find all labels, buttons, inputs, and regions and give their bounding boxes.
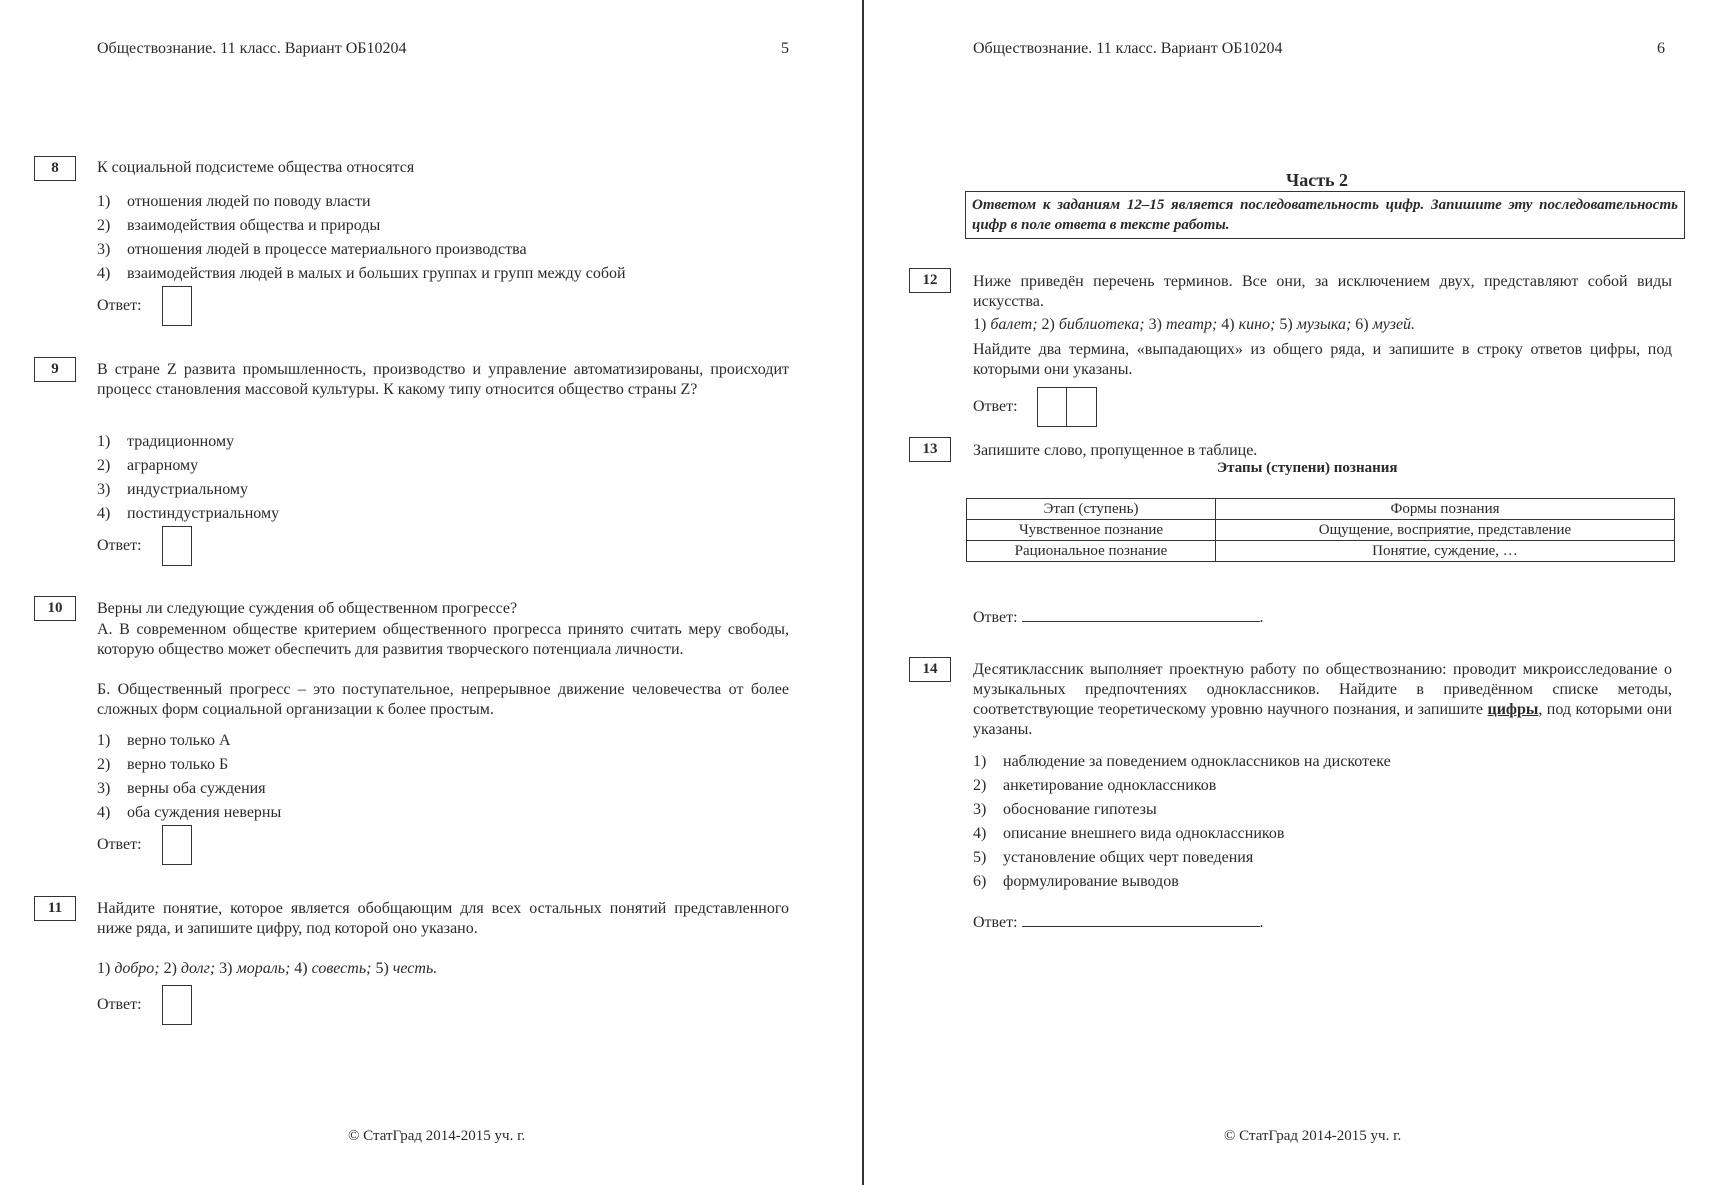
q8-option-2: 2) взаимодействия общества и природы xyxy=(97,217,381,234)
part-instruction: Ответом к заданиям 12–15 является последовательность цифр. Запишите эту последовательность цифр в поле ответа в тексте работы. xyxy=(965,191,1685,239)
q14-option-3: 3) обоснование гипотезы xyxy=(973,801,1157,818)
table-title: Этапы (ступени) познания xyxy=(1217,460,1398,476)
question-number-10: 10 xyxy=(34,596,76,621)
question-number-9: 9 xyxy=(34,357,76,382)
question-12-task: Найдите два термина, «выпадающих» из общего ряда, и запишите в строку ответов цифры, под которыми они указаны. xyxy=(973,341,1672,378)
question-9-text: В стране Z развита промышленность, производство и управление автоматизированы, происходит процесс становления массовой культуры. К какому типу относится общество страны Z? xyxy=(97,361,789,398)
q14-option-4: 4) описание внешнего вида одноклассников xyxy=(973,825,1285,842)
table-row xyxy=(967,520,1675,541)
question-number-14: 14 xyxy=(909,657,951,682)
q8-option-4: 4) взаимодействия людей в малых и больших группах и групп между собой xyxy=(97,265,626,282)
q9-answer-box[interactable] xyxy=(162,526,192,566)
question-14-text: Десятиклассник выполняет проектную работу по обществознанию: проводит микроисследование о музыкальных предпочтениях одноклассников. Найдите в приведённом списке методы, соответствующие теоретическому уровню научного познания, и запишите цифры, под которыми они указаны. xyxy=(973,661,1672,738)
question-number-12: 12 xyxy=(909,268,951,293)
q10-answer-label: Ответ: xyxy=(97,836,142,853)
question-number-8: 8 xyxy=(34,156,76,181)
q14-option-1: 1) наблюдение за поведением одноклассников на дискотеке xyxy=(973,753,1391,770)
q14-option-2: 2) анкетирование одноклассников xyxy=(973,777,1217,794)
table-cell: Рациональное познание xyxy=(967,541,1216,562)
table-cell: Ощущение, восприятие, представление xyxy=(1216,520,1675,541)
q10-option-2: 2) верно только Б xyxy=(97,756,229,773)
q12-items: 1) балет; 2) библиотека; 3) театр; 4) кино; 5) музыка; 6) музей. xyxy=(973,316,1416,333)
q10-statement-b: Б. Общественный прогресс – это поступательное, непрерывное движение человечества от более сложных форм социальной организации к более простым. xyxy=(97,681,789,718)
q10-option-4: 4) оба суждения неверны xyxy=(97,804,282,821)
page-divider xyxy=(862,0,864,1185)
left-page-number: 5 xyxy=(781,40,789,57)
question-11-text: Найдите понятие, которое является обобщающим для всех остальных понятий представленного ниже ряда, и запишите цифру, под которой оно указано. xyxy=(97,900,789,937)
left-footer: © СтатГрад 2014-2015 уч. г. xyxy=(348,1128,526,1144)
q11-items: 1) добро; 2) долг; 3) мораль; 4) совесть; 5) честь. xyxy=(97,960,438,977)
question-10-text: Верны ли следующие суждения об общественном прогрессе? xyxy=(97,600,518,617)
q8-option-3: 3) отношения людей в процессе материального производства xyxy=(97,241,527,258)
table-row xyxy=(967,541,1675,562)
q12-answer-box[interactable] xyxy=(1037,387,1097,427)
left-header: Обществознание. 11 класс. Вариант ОБ10204 xyxy=(97,40,407,57)
q11-answer-box[interactable] xyxy=(162,985,192,1025)
right-header: Обществознание. 11 класс. Вариант ОБ10204 xyxy=(973,40,1283,57)
q11-answer-label: Ответ: xyxy=(97,996,142,1013)
question-number-11: 11 xyxy=(34,896,76,921)
q10-answer-box[interactable] xyxy=(162,825,192,865)
q14-option-6: 6) формулирование выводов xyxy=(973,873,1179,890)
q9-option-3: 3) индустриальному xyxy=(97,481,249,498)
table-cell: Чувственное познание xyxy=(967,520,1216,541)
q14-option-5: 5) установление общих черт поведения xyxy=(973,849,1254,866)
q13-answer-label: Ответ: xyxy=(973,609,1018,626)
q8-answer-box[interactable] xyxy=(162,286,192,326)
question-13-text: Запишите слово, пропущенное в таблице. xyxy=(973,442,1258,459)
q14-answer-row: Ответ: . xyxy=(973,914,1264,931)
table-header-row xyxy=(967,499,1675,520)
q14-answer-label: Ответ: xyxy=(973,914,1018,931)
q8-option-1: 1) отношения людей по поводу власти xyxy=(97,193,371,210)
q14-emphasis: цифры xyxy=(1487,701,1539,718)
q13-answer-row: Ответ: . xyxy=(973,609,1264,626)
q12-answer-label: Ответ: xyxy=(973,398,1018,415)
q10-option-1: 1) верно только А xyxy=(97,732,231,749)
question-number-13: 13 xyxy=(909,437,951,462)
part-title: Часть 2 xyxy=(1286,170,1349,190)
table-header-cell: Формы познания xyxy=(1216,499,1675,520)
q9-option-1: 1) традиционному xyxy=(97,433,235,450)
question-12-text: Ниже приведён перечень терминов. Все они, за исключением двух, представляют собой виды искусства. xyxy=(973,273,1672,310)
q8-answer-label: Ответ: xyxy=(97,297,142,314)
q9-option-4: 4) постиндустриальному xyxy=(97,505,280,522)
knowledge-stages-table xyxy=(966,498,1675,562)
q10-statement-a: А. В современном обществе критерием общественного прогресса принято считать меру свободы, которую общество может обеспечить для развития творческого потенциала личности. xyxy=(97,621,789,658)
table-header-cell: Этап (ступень) xyxy=(967,499,1216,520)
q9-option-2: 2) аграрному xyxy=(97,457,199,474)
right-page-number: 6 xyxy=(1657,40,1665,57)
q13-answer-line[interactable] xyxy=(1022,607,1260,622)
q14-answer-line[interactable] xyxy=(1022,912,1260,927)
q9-answer-label: Ответ: xyxy=(97,537,142,554)
q10-option-3: 3) верны оба суждения xyxy=(97,780,266,797)
question-8-text: К социальной подсистеме общества относятся xyxy=(97,159,415,176)
right-footer: © СтатГрад 2014-2015 уч. г. xyxy=(1224,1128,1402,1144)
table-cell: Понятие, суждение, … xyxy=(1216,541,1675,562)
